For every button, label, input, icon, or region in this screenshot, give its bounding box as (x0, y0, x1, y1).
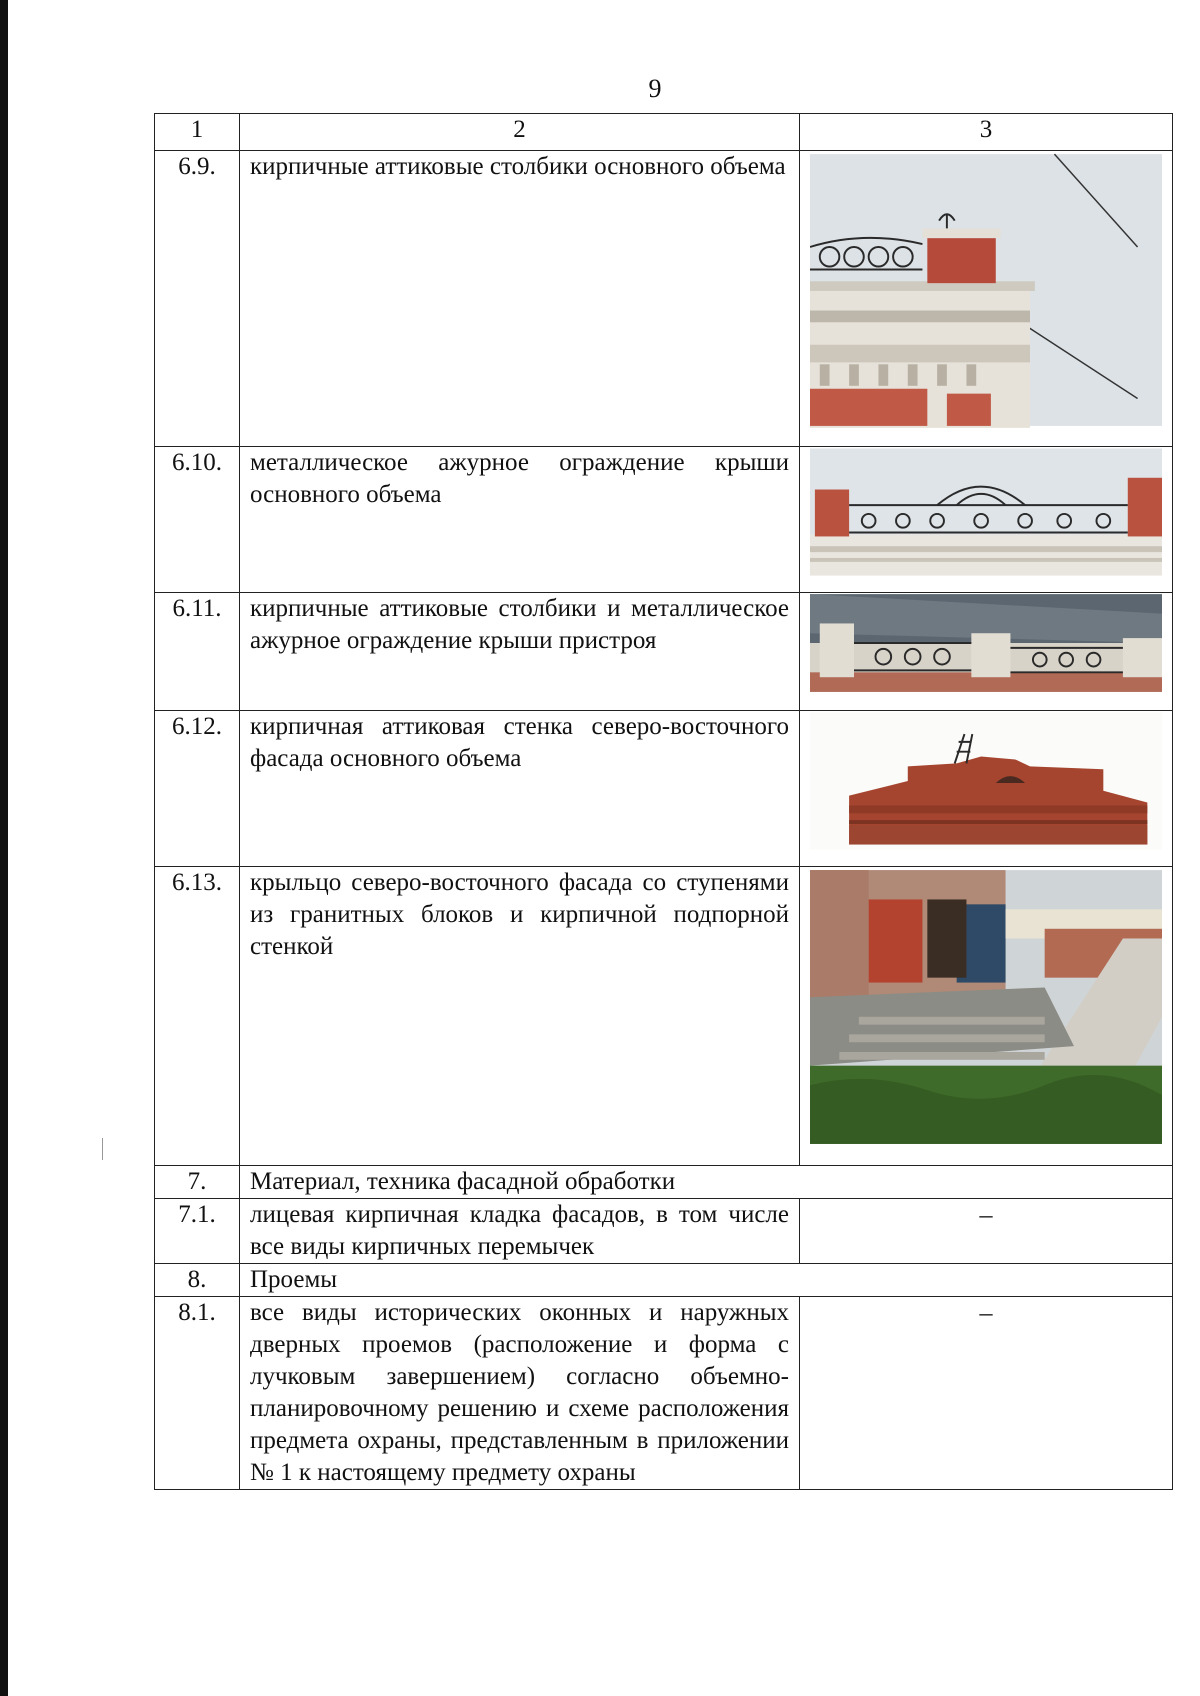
table-row (155, 1297, 1173, 1490)
table-row (155, 151, 1173, 447)
row-photo-cell (800, 151, 1173, 447)
row-description: крыльцо северо-восточного фасада со ступенями из гранитных блоков и кирпичной подпорной стенкой (240, 867, 800, 1166)
row-value: – (800, 1297, 1173, 1490)
row-description: кирпичные аттиковые столбики основного объема (240, 151, 800, 447)
row-number: 6.11. (155, 593, 240, 711)
section-number: 7. (155, 1166, 240, 1199)
row-number: 8.1. (155, 1297, 240, 1490)
row-description: кирпичная аттиковая стенка северо-восточного фасада основного объема (240, 711, 800, 867)
annex-roof-fence-photo (810, 593, 1162, 693)
row-number: 6.13. (155, 867, 240, 1166)
header-col-3: 3 (800, 114, 1173, 151)
section-title: Материал, техника фасадной обработки (240, 1166, 1173, 1199)
attic-brick-posts-photo (810, 151, 1162, 429)
row-number: 6.9. (155, 151, 240, 447)
header-col-2: 2 (240, 114, 800, 151)
row-description: металлическое ажурное ограждение крыши основного объема (240, 447, 800, 593)
table-header-row (155, 114, 1173, 151)
row-description: лицевая кирпичная кладка фасадов, в том числе все виды кирпичных перемычек (240, 1199, 800, 1264)
table-row (155, 867, 1173, 1166)
table-row (155, 447, 1173, 593)
section-title: Проемы (240, 1264, 1173, 1297)
roof-lattice-fence-photo (810, 447, 1162, 577)
row-number: 6.12. (155, 711, 240, 867)
porch-steps-photo (810, 867, 1162, 1147)
table-row (155, 1199, 1173, 1264)
section-row (155, 1264, 1173, 1297)
table-row (155, 593, 1173, 711)
page-number: 9 (648, 74, 662, 103)
attic-wall-photo (810, 711, 1162, 851)
protection-subject-table (154, 113, 1173, 1490)
row-value: – (800, 1199, 1173, 1264)
header-col-1: 1 (155, 114, 240, 151)
row-photo-cell (800, 711, 1173, 867)
row-photo-cell (800, 447, 1173, 593)
section-row (155, 1166, 1173, 1199)
row-number: 7.1. (155, 1199, 240, 1264)
scan-edge (0, 0, 8, 1696)
row-description: кирпичные аттиковые столбики и металлическое ажурное ограждение крыши пристроя (240, 593, 800, 711)
row-description: все виды исторических оконных и наружных дверных проемов (расположение и форма с лучковым завершением) согласно объемно-планировочному решению и схеме расположения предмета охраны, представленным в приложении № 1 к настоящему предмету охраны (240, 1297, 800, 1490)
row-photo-cell (800, 593, 1173, 711)
row-number: 6.10. (155, 447, 240, 593)
section-number: 8. (155, 1264, 240, 1297)
table-row (155, 711, 1173, 867)
row-photo-cell (800, 867, 1173, 1166)
scan-mark (102, 1138, 103, 1160)
